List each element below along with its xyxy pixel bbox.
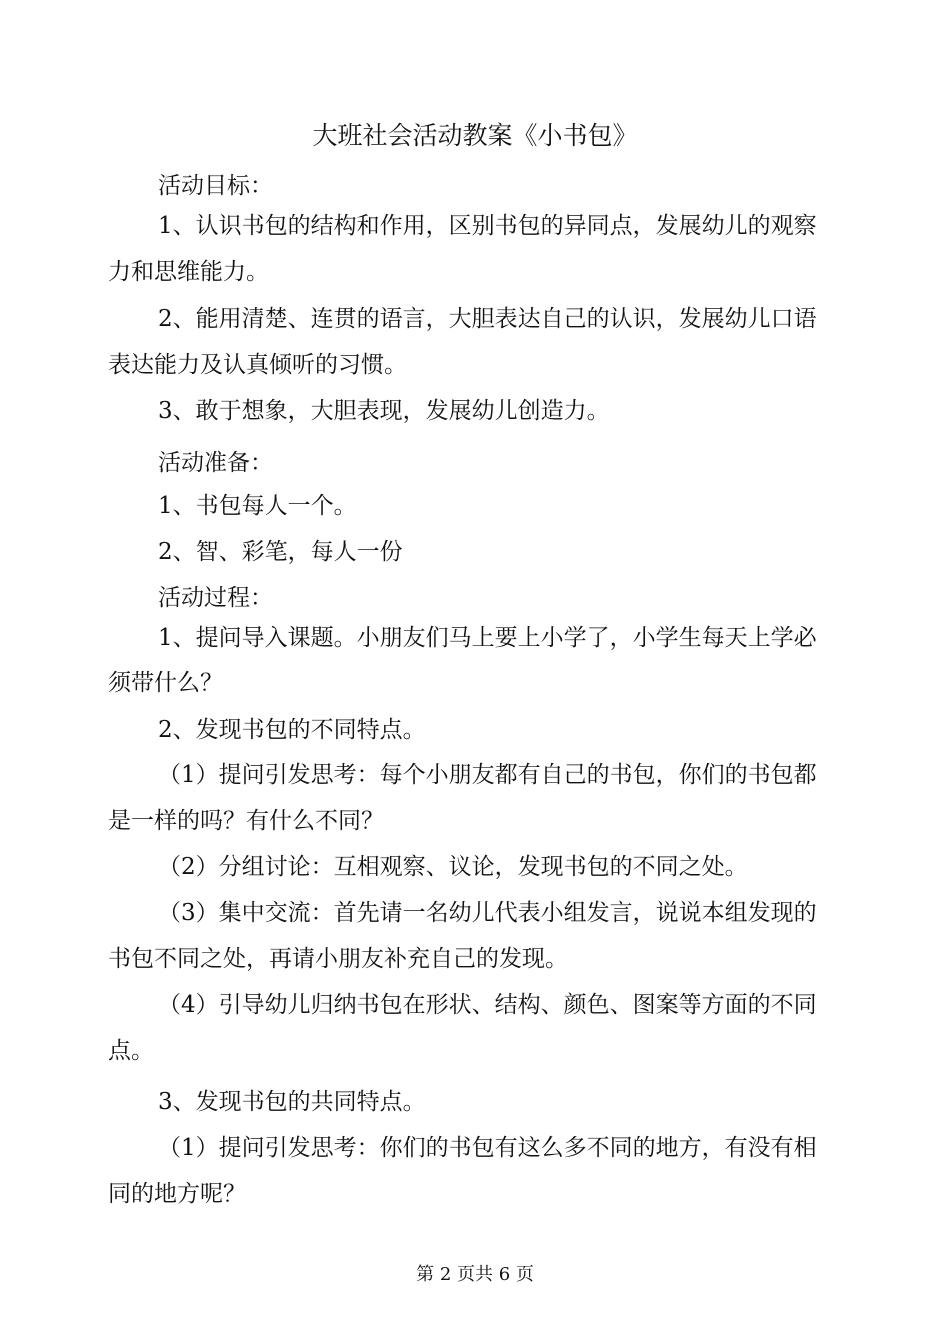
text-line: 1、书包每人一个。 [158,493,357,519]
text-line: 是一样的吗？有什么不同？ [108,808,384,834]
text-line: 力和思维能力。 [108,259,269,285]
text-line: （3）集中交流：首先请一名幼儿代表小组发言，说说本组发现的 [158,900,817,926]
text-line: 活动过程： [158,585,273,611]
text-line: （1）提问引发思考：你们的书包有这么多不同的地方，有没有相 [158,1135,817,1161]
text-line: 2、能用清楚、连贯的语言，大胆表达自己的认识，发展幼儿口语 [158,306,817,332]
text-line: 3、发现书包的共同特点。 [158,1089,426,1115]
text-line: 3、敢于想象，大胆表现，发展幼儿创造力。 [158,398,610,424]
text-line: 1、认识书包的结构和作用，区别书包的异同点，发展幼儿的观察 [158,213,817,239]
text-line: 表达能力及认真倾听的习惯。 [108,352,407,378]
text-line: （2）分组讨论：互相观察、议论，发现书包的不同之处。 [158,854,748,880]
text-line: 同的地方呢？ [108,1181,246,1207]
page-footer: 第 2 页共 6 页 [416,1264,534,1285]
text-line: （1）提问引发思考：每个小朋友都有自己的书包，你们的书包都 [158,762,817,788]
text-line: 活动目标： [158,173,273,199]
document-title: 大班社会活动教案《小书包》 [312,121,638,150]
text-line: 2、发现书包的不同特点。 [158,717,426,743]
text-line: 书包不同之处，再请小朋友补充自己的发现。 [108,946,568,972]
text-line: 活动准备： [158,450,273,476]
text-line: 点。 [108,1038,154,1064]
text-line: （4）引导幼儿归纳书包在形状、结构、颜色、图案等方面的不同 [158,992,817,1018]
text-line: 2、智、彩笔，每人一份 [158,539,403,565]
text-line: 1、提问导入课题。小朋友们马上要上小学了，小学生每天上学必 [158,625,817,651]
text-line: 须带什么？ [108,670,223,696]
